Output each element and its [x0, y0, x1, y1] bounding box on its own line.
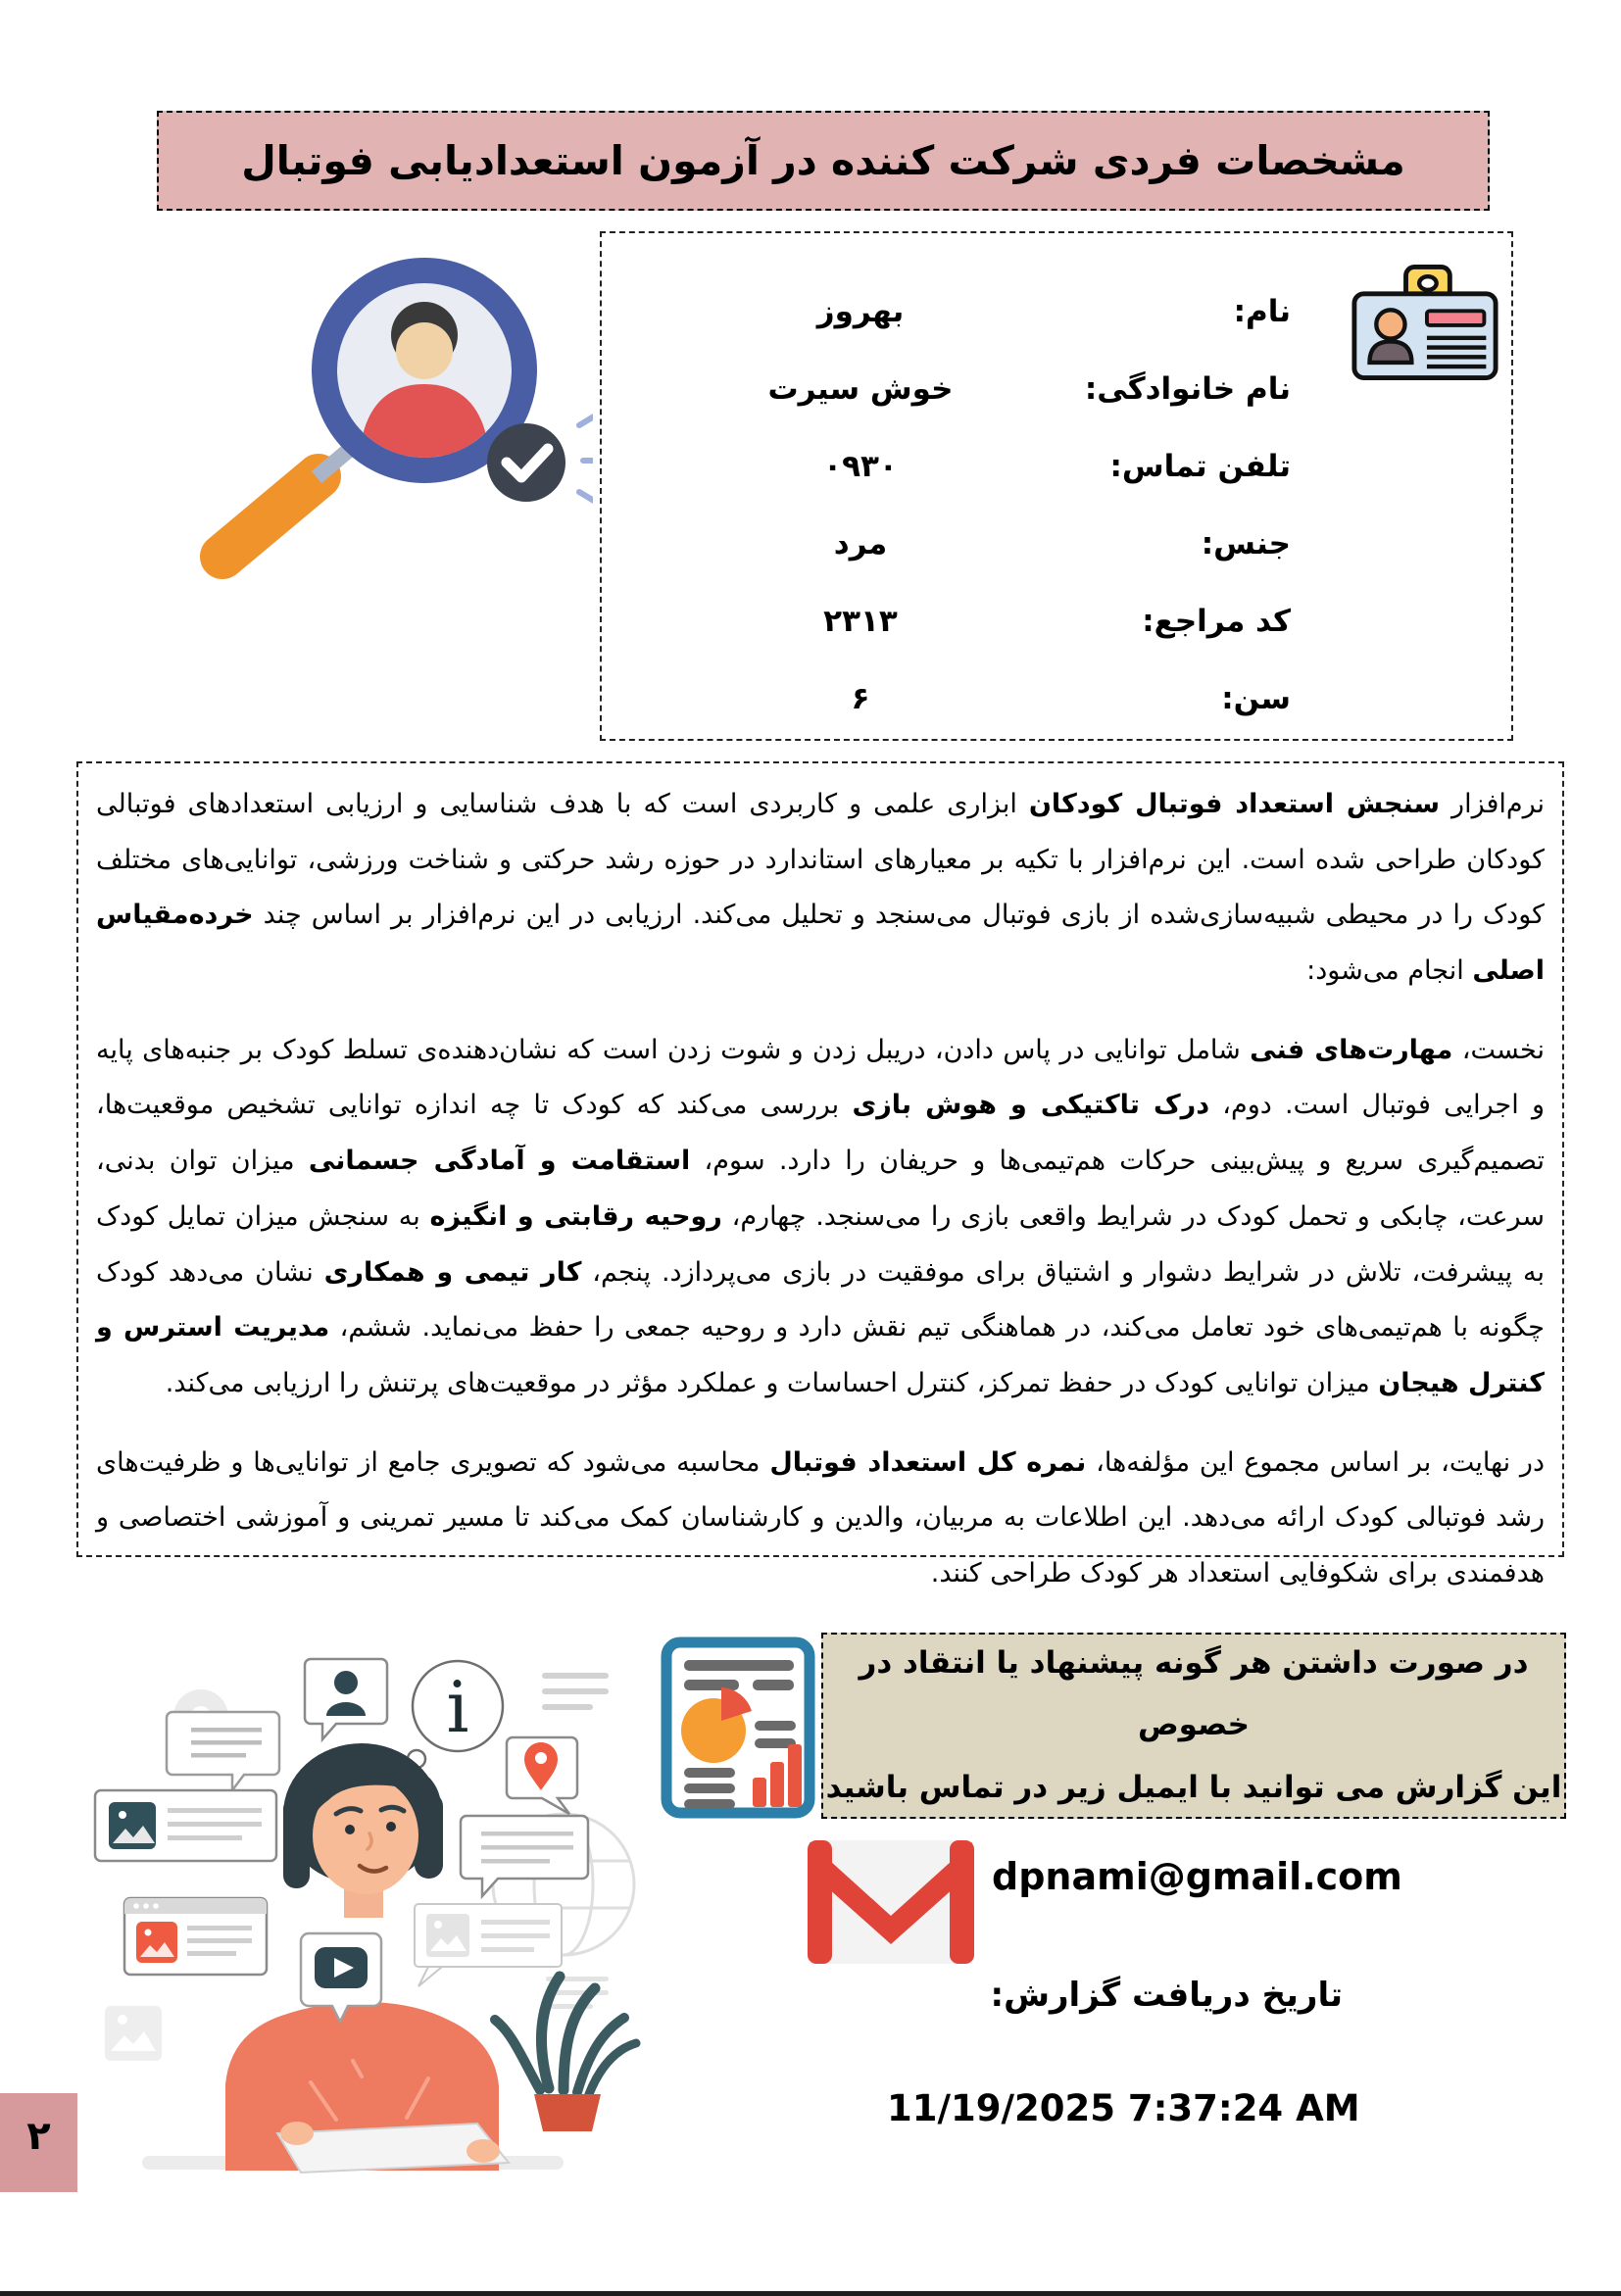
feedback-note-line2: این گزارش می توانید با ایمیل زیر در تماس باشید [825, 1769, 1562, 1805]
feedback-illustration [54, 1622, 652, 2229]
image-card [95, 1790, 276, 1861]
field-label: تلفن تماس: [1109, 448, 1291, 484]
magnifier-person-illustration [162, 235, 593, 617]
check-badge [487, 423, 565, 502]
field-value: ۰۹۳۰ [823, 448, 898, 484]
page-title: مشخصات فردی شرکت کننده در آزمون استعدادیابی فوتبال [157, 111, 1490, 211]
browser-card [124, 1898, 267, 1975]
image-card [415, 1904, 562, 1986]
field-row-name [621, 272, 1492, 350]
field-row-family-name [621, 350, 1492, 427]
field-value: ۲۳۱۳ [823, 603, 898, 639]
software-description: نرم‌افزار سنجش استعداد فوتبال کودکان ابزاری علمی و کاربردی است که با هدف شناسایی و ارزیابی استعدادهای فوتبالی کودکان طراحی شده است. این نرم‌افزار با تکیه بر معیارهای استاندارد در حوزه رشد حرکتی و شناخت ورزشی، توانایی‌های مختلف کودک را در محیطی شبیه‌سازی‌شده از بازی فوتبال می‌سنجد و تحلیل می‌کند. ارزیابی در این نرم‌افزار بر اساس چند خرده‌مقیاس اصلی انجام می‌شود: نخست، مهارت‌های فنی شامل توانایی در پاس دادن، دریبل زدن و شوت زدن است که نشان‌دهنده‌ی تسلط کودک بر جنبه‌های پایه و اجرایی فوتبال است. دوم، درک تاکتیکی و هوش بازی بررسی می‌کند که کودک تا چه اندازه توانایی تشخیص موقعیت‌ها، تصمیم‌گیری سریع و پیش‌بینی حرکات هم‌تیمی‌ها و حریفان را دارد. سوم، استقامت و آمادگی جسمانی میزان توان بدنی، سرعت، چابکی و تحمل کودک در شرایط واقعی بازی را می‌سنجد. چهارم، روحیه رقابتی و انگیزه به سنجش میزان تمایل کودک به پیشرفت، تلاش در شرایط دشوار و اشتیاق برای موفقیت در بازی می‌پردازد. پنجم، کار تیمی و همکاری نشان می‌دهد کودک چگونه با هم‌تیمی‌های خود تعامل می‌کند، در هماهنگی تیم نقش دارد و روحیه جمعی را حفظ می‌نماید. ششم، مدیریت استرس و کنترل هیجان میزان توانایی کودک در حفظ تمرکز، کنترل احساسات و عملکرد مؤثر در موقعیت‌های پرتنش را ارزیابی می‌کند. در نهایت، بر اساس مجموع این مؤلفه‌ها، نمره کل استعداد فوتبال محاسبه می‌شود که تصویری جامع از توانایی‌ها و ظرفیت‌های رشد فوتبالی کودک ارائه می‌دهد. این اطلاعات به مربیان، والدین و کارشناسان کمک می‌کند تا مسیر تمرینی و آموزشی اختصاصی و هدفمندی برای شکوفایی استعداد هر کودک طراحی کنند. [76, 761, 1564, 1557]
image-placeholder [105, 2006, 162, 2061]
plant [495, 1977, 636, 2131]
feedback-note-line1: در صورت داشتن هر گونه پیشنهاد یا انتقاد در خصوص [859, 1644, 1529, 1743]
gmail-icon [802, 1834, 980, 1970]
field-label: سن: [1221, 680, 1291, 716]
field-row-age [621, 659, 1492, 737]
speech-bubble [167, 1712, 279, 1790]
field-row-gender [621, 505, 1492, 582]
person-bubble [305, 1659, 387, 1739]
field-label: نام: [1233, 293, 1291, 329]
field-label: کد مراجع: [1142, 603, 1291, 639]
field-label: نام خانوادگی: [1084, 370, 1291, 407]
participant-info-box [600, 231, 1513, 741]
field-value: خوش سیرت [767, 370, 954, 407]
contact-email[interactable]: dpnami@gmail.com [992, 1855, 1402, 1898]
field-value: مرد [833, 525, 888, 562]
svg-text:i: i [446, 1666, 469, 1748]
report-date-value: 11/19/2025 7:37:24 AM [887, 2087, 1360, 2129]
speech-bubble [461, 1816, 588, 1896]
info-icon [408, 1661, 503, 1768]
text-lines [542, 1673, 609, 1710]
field-value: ۶ [851, 680, 870, 716]
field-row-reference-code [621, 582, 1492, 659]
field-value: بهروز [816, 293, 905, 329]
participant-fields [621, 272, 1492, 729]
page-number-badge: ۲ [0, 2093, 77, 2192]
report-chart-icon [659, 1635, 817, 1821]
location-pin-icon [507, 1737, 577, 1814]
field-label: جنس: [1201, 525, 1291, 562]
feedback-note [821, 1633, 1566, 1819]
sparkle-lines [579, 416, 593, 501]
magnifier-illustration-svg [162, 235, 593, 617]
report-date-label: تاریخ دریافت گزارش: [990, 1976, 1343, 2015]
field-row-phone [621, 427, 1492, 505]
